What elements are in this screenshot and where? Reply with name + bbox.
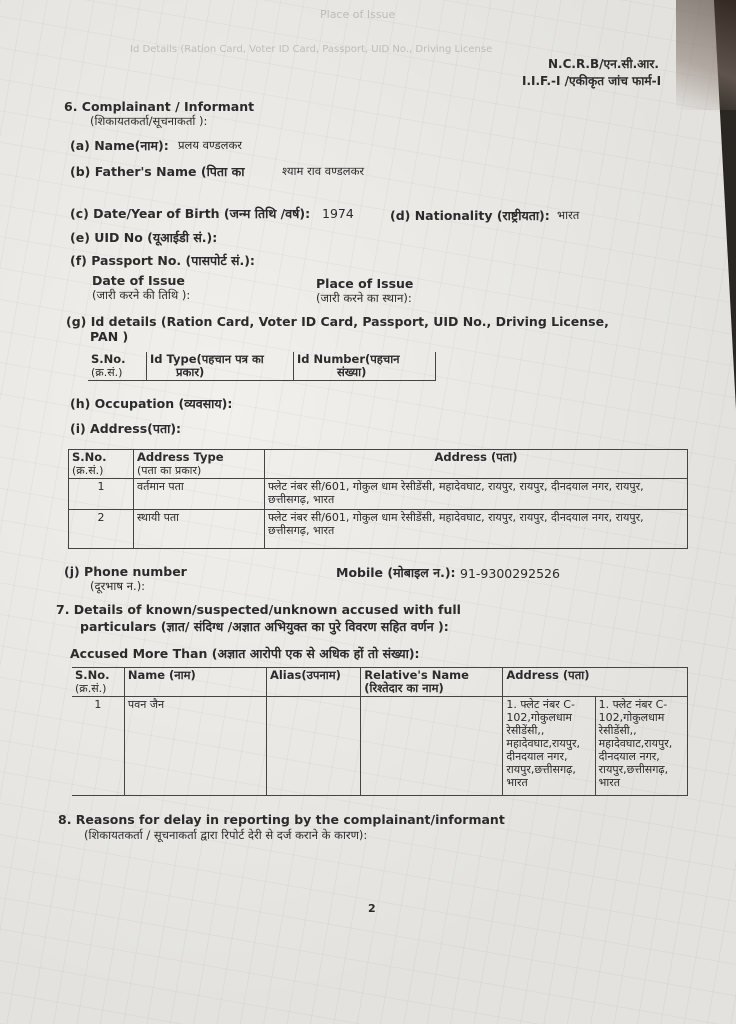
section-6-title-hi: (शिकायतकर्ता/सूचनाकर्ता ): xyxy=(90,114,208,128)
accused-table-sno-header: S.No. (क्र.सं.) xyxy=(72,668,124,697)
page-number: 2 xyxy=(368,902,376,915)
ghost-text-1: Place of Issue xyxy=(320,8,396,21)
name-label: (a) Name(नाम): xyxy=(70,138,169,153)
accused-row-address-1: 1. फ्लेट नंबर C-102,गोकुलधाम रेसीडेंसी,, महादेवघाट,रायपुर, दीनदयाल नगर, रायपुर,छत्तीसगढ़, भारत xyxy=(503,697,595,796)
name-value: प्रलय वण्डलकर xyxy=(178,138,243,152)
nationality-label: (d) Nationality (राष्ट्रीयता): xyxy=(390,208,550,223)
id-table-sno-header: S.No. (क्र.सं.) xyxy=(88,352,147,381)
accused-more-than-label: Accused More Than (अज्ञात आरोपी एक से अधिक हों तो संख्या): xyxy=(70,646,420,661)
father-name-label: (b) Father's Name (पिता का xyxy=(70,164,245,179)
accused-table-address-header: Address (पता) xyxy=(503,668,688,697)
address-row-type: वर्तमान पता xyxy=(134,479,265,510)
mobile-label: Mobile (मोबाइल न.): xyxy=(336,565,456,580)
iif-code: I.I.F.-I /एकीकृत जांच फार्म-I xyxy=(522,74,662,88)
phone-label-hi: (दूरभाष न.): xyxy=(90,579,146,593)
ncrb-code: N.C.R.B/एन.सी.आर. xyxy=(548,57,659,71)
address-row-sno: 2 xyxy=(69,510,134,549)
page-shadow xyxy=(676,0,736,110)
table-row xyxy=(69,479,688,510)
accused-table-alias-header: Alias(उपनाम) xyxy=(266,668,360,697)
passport-label: (f) Passport No. (पासपोर्ट सं.): xyxy=(70,253,255,268)
address-row-value: फ्लेट नंबर सी/601, गोकुल धाम रेसीडेंसी, महादेवघाट, रायपुर, रायपुर, दीनदयाल नगर, रायपुर, छत्तीसगढ़, भारत xyxy=(265,479,688,510)
ghost-text-2: Id Details (Ration Card, Voter ID Card, Passport, UID No., Driving License xyxy=(130,44,493,55)
accused-row-relative xyxy=(361,697,503,796)
table-row xyxy=(69,510,688,549)
date-of-issue-label: Date of Issue xyxy=(92,273,185,288)
place-of-issue-hi: (जारी करने का स्थान): xyxy=(316,291,412,305)
section-6-title: 6. Complainant / Informant xyxy=(64,99,255,114)
accused-table-relative-header: Relative's Name (रिश्तेदार का नाम) xyxy=(361,668,503,697)
id-table-type-header: Id Type(पहचान पत्र का प्रकार) xyxy=(147,352,294,381)
accused-row-sno: 1 xyxy=(72,697,124,796)
phone-label: (j) Phone number xyxy=(64,564,187,579)
address-table-sno-header: S.No. (क्र.सं.) xyxy=(69,450,134,479)
occupation-label: (h) Occupation (व्यवसाय): xyxy=(70,396,233,411)
nationality-value: भारत xyxy=(557,208,580,222)
father-name-value: श्याम राव वण्डलकर xyxy=(282,164,365,178)
dob-value: 1974 xyxy=(322,206,354,221)
accused-row-name: पवन जैन xyxy=(124,697,266,796)
section-8-title: 8. Reasons for delay in reporting by the complainant/informant xyxy=(58,812,505,827)
id-details-table xyxy=(88,352,436,381)
address-row-value: फ्लेट नंबर सी/601, गोकुल धाम रेसीडेंसी, महादेवघाट, रायपुर, रायपुर, दीनदयाल नगर, रायपुर, छत्तीसगढ़, भारत xyxy=(265,510,688,549)
section-7-title: 7. Details of known/suspected/unknown accused with full xyxy=(56,602,461,617)
address-label: (i) Address(पता): xyxy=(70,421,182,436)
mobile-value: 91-9300292526 xyxy=(460,566,560,581)
address-table xyxy=(68,449,688,549)
uid-label: (e) UID No (यूआईडी सं.): xyxy=(70,230,218,245)
id-details-label-2: PAN ) xyxy=(90,329,129,344)
id-table-number-header: Id Number(पहचान संख्या) xyxy=(294,352,436,381)
place-of-issue-label: Place of Issue xyxy=(316,276,414,291)
accused-row-alias xyxy=(266,697,360,796)
table-row xyxy=(72,697,688,796)
address-row-type: स्थायी पता xyxy=(134,510,265,549)
accused-table-name-header: Name (नाम) xyxy=(124,668,266,697)
id-details-label: (g) Id details (Ration Card, Voter ID Card, Passport, UID No., Driving License, xyxy=(66,314,609,329)
accused-row-address-2: 1. फ्लेट नंबर C-102,गोकुलधाम रेसीडेंसी,, महादेवघाट,रायपुर, दीनदयाल नगर, रायपुर,छत्तीसगढ़, भारत xyxy=(595,697,687,796)
section-8-title-hi: (शिकायतकर्ता / सूचनाकर्ता द्वारा रिपोर्ट देरी से दर्ज कराने के कारण): xyxy=(84,828,368,842)
accused-table xyxy=(72,667,688,796)
address-row-sno: 1 xyxy=(69,479,134,510)
section-7-title-2: particulars (ज्ञात/ संदिग्ध /अज्ञात अभियुक्त का पुरे विवरण सहित वर्णन ): xyxy=(80,619,449,634)
dob-label: (c) Date/Year of Birth (जन्म तिथि /वर्ष): xyxy=(70,206,311,221)
date-of-issue-hi: (जारी करने की तिथि ): xyxy=(92,288,191,302)
address-table-type-header: Address Type (पता का प्रकार) xyxy=(134,450,265,479)
address-table-address-header: Address (पता) xyxy=(265,450,688,479)
